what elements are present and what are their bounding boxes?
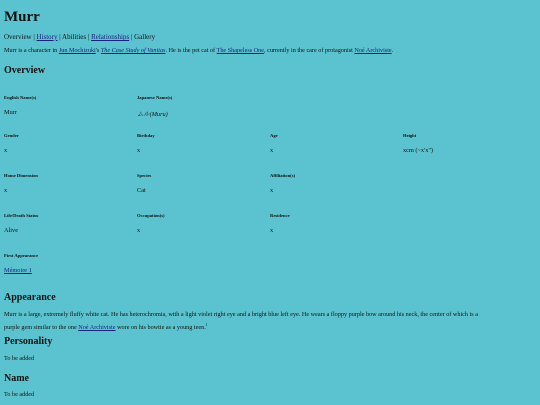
nav-separator: | [86,33,92,41]
height-value: xcm (~x'x") [403,147,434,154]
nav-separator: | [57,33,63,41]
section-nav [4,33,155,41]
name-heading: Name [4,373,29,384]
appearance-heading: Appearance [4,292,56,303]
protagonist-link[interactable]: Noé Archiviste [354,47,392,54]
home-dimension-value: x [4,187,8,194]
home-dimension-label: Home Dimension [4,173,38,178]
nav-relationships-link[interactable]: Relationships [91,33,130,41]
nav-gallery: Gallery [134,33,156,41]
home-dimension-cell [4,173,38,194]
intro-paragraph [4,47,393,54]
residence-value: x [270,227,274,234]
first-appearance-label: First Appearance [4,253,39,258]
age-label: Age [270,133,278,138]
english-name-label: English Name(s) [4,95,37,100]
affiliation-label: Affiliation(s) [270,173,296,178]
occupation-cell [137,213,165,234]
affiliation-cell [270,173,295,194]
appearance-text: wore on his bowtie as a young teen. [115,323,206,331]
species-label: Species [137,173,152,178]
japanese-name-label: Japanese Name(s) [137,95,173,100]
birthday-value: x [137,147,141,154]
age-value: x [270,147,274,154]
species-value: Cat [137,187,146,194]
affiliation-value: x [270,187,274,194]
author-link[interactable]: Jun Mochizuki [58,47,96,54]
intro-text: Murr is a character in [4,47,59,54]
gender-value: x [4,147,8,154]
gender-cell [4,133,19,154]
owner-link[interactable]: The Shapeless One [216,47,264,54]
age-cell [270,133,278,154]
intro-text: . He is the pet cat of [165,47,217,54]
appearance-text: Murr is a large, extremely fluffy white cat. He has heterochromia, with a light violet right eye and a bright blue left eye. He wears a floppy purple bow around his neck, the center of which is a [4,311,478,318]
birthday-cell [137,133,155,154]
status-cell [4,213,38,234]
overview-heading: Overview [4,65,46,76]
residence-label: Residence [270,213,290,218]
intro-text: , currently in the care of protagonist [264,47,355,54]
english-name-cell [4,95,36,116]
japanese-name-value: ムル(Muru) [137,111,168,118]
nav-overview: Overview [4,33,32,41]
page-title: Murr [4,9,40,25]
nav-abilities: Abilities [62,33,87,41]
first-appearance-link[interactable]: Mémoire 1 [4,267,32,274]
height-cell [403,133,433,154]
nav-history-link[interactable]: History [36,33,58,41]
personality-heading: Personality [4,336,53,347]
status-value: Alive [4,227,18,234]
japanese-name-cell [137,95,172,118]
residence-cell [270,213,290,234]
birthday-label: Birthday [137,133,155,138]
nav-separator: | [31,33,37,41]
occupation-label: Occupation(s) [137,213,165,218]
species-cell [137,173,151,194]
english-name-value: Murr [4,109,17,116]
appearance-text: purple gem similar to the one [4,323,79,331]
noe-link[interactable]: Noé Archiviste [78,323,116,331]
intro-text: . [391,47,394,54]
height-label: Height [403,133,417,138]
status-label: Life/Death Status [4,213,39,218]
occupation-value: x [137,227,141,234]
personality-text: To be added [4,355,35,362]
appearance-paragraph [4,310,534,332]
first-appearance-cell [4,253,38,274]
intro-text: 's [95,47,101,54]
reference-marker[interactable]: 1 [205,321,208,327]
gender-label: Gender [4,133,19,138]
work-link[interactable]: The Case Study of Vanitas [100,47,166,54]
name-text: To be added [4,391,35,398]
nav-separator: | [129,33,135,41]
